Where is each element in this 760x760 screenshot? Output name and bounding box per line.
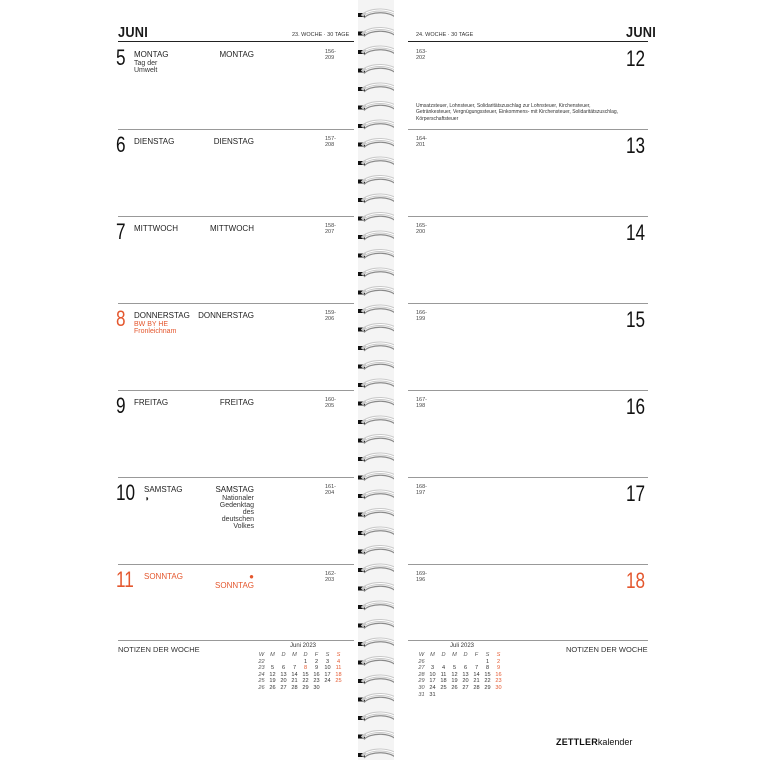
mini-calendar-day: 21 — [473, 678, 480, 685]
day-number: 13 — [626, 133, 646, 158]
mini-calendar-day: 1 — [485, 658, 490, 665]
mini-calendar-day: 1 — [303, 658, 308, 665]
day-note: BW BY HE Fronleichnam — [134, 321, 177, 335]
mini-calendar-header: S — [325, 652, 330, 658]
mini-calendar-day: 27 — [462, 684, 469, 691]
mini-calendar-header: S — [485, 652, 490, 658]
mini-calendar-day — [471, 692, 482, 699]
mini-calendar-week: 26 — [258, 684, 265, 691]
day-number: 10 — [116, 480, 136, 505]
day-note: Tag der Umwelt — [134, 60, 158, 74]
mini-calendar-day: 27 — [280, 684, 287, 691]
mini-calendar-day — [289, 659, 300, 666]
notes-label-right: NOTIZEN DER WOCHE — [566, 645, 648, 654]
mini-calendar-header: D — [441, 652, 446, 658]
mini-calendar-day: 7 — [292, 665, 297, 672]
mini-calendar-day — [438, 659, 449, 666]
day-divider — [118, 564, 354, 565]
day-divider — [408, 129, 648, 130]
week-info-left: 23. WOCHE · 30 TAGE — [292, 32, 350, 38]
mini-calendar-week: 30 — [418, 684, 425, 691]
mini-calendar-day — [493, 692, 504, 699]
mini-calendar-day: 26 — [451, 684, 458, 691]
day-name: FREITAG — [219, 398, 254, 407]
day-divider — [118, 303, 354, 304]
mini-calendar-june — [256, 643, 351, 695]
mini-calendar-title: Juli 2023 — [450, 643, 475, 649]
day-count: 162-203 — [325, 571, 337, 583]
day-divider — [118, 129, 354, 130]
day-name: SAMSTAG — [215, 485, 254, 494]
day-number: 15 — [626, 307, 646, 332]
mini-calendar-header: F — [314, 652, 319, 658]
day-number: 11 — [116, 567, 134, 592]
day-count: 164-201 — [416, 136, 428, 148]
day-divider — [408, 640, 648, 641]
mini-calendar-day — [482, 692, 493, 699]
brand-logo-text: kalender — [597, 737, 633, 747]
day-name: MONTAG — [219, 50, 254, 59]
day-divider — [118, 640, 354, 641]
mini-calendar-header: M — [452, 652, 457, 658]
mini-calendar-day — [449, 692, 460, 699]
week-info-right: 24. WOCHE · 30 TAGE — [416, 32, 474, 38]
mini-calendar-day: 11 — [335, 665, 342, 672]
mini-calendar-header: M — [430, 652, 435, 658]
day-count: 168-197 — [416, 484, 428, 496]
mini-calendar-week: 26 — [418, 658, 425, 665]
mini-calendar-day: 3 — [430, 665, 435, 672]
day-number: 8 — [116, 306, 126, 331]
mini-calendar-day: 14 — [291, 671, 298, 678]
mini-calendar-header: D — [303, 652, 308, 658]
mini-calendar-day: 10 — [324, 665, 331, 672]
mini-calendar-day — [267, 659, 278, 666]
mini-calendar-day — [460, 692, 471, 699]
day-count: 160-205 — [325, 397, 337, 409]
day-number: 9 — [116, 393, 126, 418]
day-divider — [408, 303, 648, 304]
mini-calendar-day: 24 — [324, 678, 331, 685]
day-name: DIENSTAG — [213, 137, 254, 146]
day-name: DONNERSTAG — [134, 311, 190, 320]
mini-calendar-header: D — [463, 652, 468, 658]
mini-calendar-week: 28 — [418, 671, 425, 678]
month-title-left: JUNI — [118, 24, 149, 41]
day-divider — [118, 477, 354, 478]
mini-calendar-header: S — [496, 652, 501, 658]
mini-calendar-week: 22 — [258, 658, 265, 665]
mini-calendar-july — [416, 643, 511, 701]
mini-calendar-day: 4 — [336, 658, 341, 665]
brand-logo — [556, 737, 632, 747]
mini-calendar-day: 6 — [463, 665, 468, 672]
mini-calendar-day — [460, 659, 471, 666]
mini-calendar-day: 12 — [451, 671, 458, 678]
day-count: 161-204 — [325, 484, 337, 496]
mini-calendar-day: 17 — [429, 678, 436, 685]
mini-calendar-day: 18 — [440, 678, 447, 685]
day-name: MONTAG — [134, 50, 169, 59]
day-name: MITTWOCH — [134, 224, 178, 233]
day-count: 163-202 — [416, 49, 428, 61]
day-name: SONNTAG — [144, 572, 183, 581]
brand-logo-bold: ZETTLER — [556, 737, 598, 747]
mini-calendar-day: 9 — [496, 665, 501, 672]
mini-calendar-day — [278, 659, 289, 666]
day-divider — [408, 564, 648, 565]
left-page — [0, 0, 372, 760]
mini-calendar-day: 15 — [302, 671, 309, 678]
mini-calendar-day: 6 — [281, 665, 286, 672]
mini-calendar-day: 5 — [452, 665, 457, 672]
day-divider — [118, 216, 354, 217]
day-count: 159-206 — [325, 310, 337, 322]
mini-calendar-day: 18 — [335, 671, 342, 678]
mini-calendar-week: 24 — [258, 671, 265, 678]
mini-calendar-header: M — [270, 652, 275, 658]
mini-calendar-day: 22 — [484, 678, 491, 685]
mini-calendar-grid — [416, 652, 504, 698]
mini-calendar-day: 3 — [325, 658, 330, 665]
mini-calendar-day: 26 — [269, 684, 276, 691]
mini-calendar-day: 4 — [441, 665, 446, 672]
mini-calendar-grid — [256, 652, 344, 692]
mini-calendar-header: W — [258, 652, 265, 658]
day-count: 157-208 — [325, 136, 337, 148]
mini-calendar-day: 14 — [473, 671, 480, 678]
mini-calendar-day: 30 — [313, 684, 320, 691]
mini-calendar-day: 2 — [496, 658, 501, 665]
day-divider — [408, 390, 648, 391]
mini-calendar-day: 19 — [451, 678, 458, 685]
header-rule-left — [118, 41, 354, 42]
day-count: 165-200 — [416, 223, 428, 235]
mini-calendar-week: 23 — [258, 665, 265, 672]
day-name: DONNERSTAG — [198, 311, 254, 320]
day-count: 166-199 — [416, 310, 428, 322]
mini-calendar-day: 8 — [485, 665, 490, 672]
mini-calendar-day: 29 — [302, 684, 309, 691]
mini-calendar-title: Juni 2023 — [290, 643, 317, 649]
day-count: 167-198 — [416, 397, 428, 409]
tax-note: Umsatzsteuer, Lohnsteuer, Solidaritätszuschlag zur Lohnsteuer, Kirchensteuer, Getränkesteuer, Vergnügungssteuer, Einkommens- mit Kirchensteuer, Solidaritätszuschlag, Körperschaftsteuer — [416, 103, 619, 122]
notes-label-left: NOTIZEN DER WOCHE — [118, 645, 200, 654]
mini-calendar-day: 23 — [313, 678, 320, 685]
mini-calendar-week: 29 — [418, 678, 425, 685]
mini-calendar-day: 25 — [440, 684, 447, 691]
day-name: ● SONNTAG — [215, 572, 254, 590]
mini-calendar-day: 13 — [462, 671, 469, 678]
mini-calendar-day — [438, 692, 449, 699]
mini-calendar-day: 29 — [484, 684, 491, 691]
day-count: 158-207 — [325, 223, 337, 235]
mini-calendar-day: 23 — [495, 678, 502, 685]
day-number: 17 — [626, 481, 646, 506]
day-divider — [408, 216, 648, 217]
mini-calendar-day: 20 — [462, 678, 469, 685]
mini-calendar-day: 11 — [440, 671, 447, 678]
mini-calendar-day: 22 — [302, 678, 309, 685]
mini-calendar-day — [322, 685, 333, 692]
mini-calendar-day: 8 — [303, 665, 308, 672]
day-number: 14 — [626, 220, 646, 245]
day-number: 6 — [116, 132, 126, 157]
mini-calendar-day: 28 — [473, 684, 480, 691]
mini-calendar-day: 10 — [429, 671, 436, 678]
day-name: DIENSTAG — [134, 137, 175, 146]
day-note: Nationaler Gedenktag des deutschen Volkes — [219, 495, 254, 530]
mini-calendar-day: 20 — [280, 678, 287, 685]
mini-calendar-header: M — [292, 652, 297, 658]
mini-calendar-day: 16 — [495, 671, 502, 678]
mini-calendar-header: F — [474, 652, 479, 658]
mini-calendar-day: 28 — [291, 684, 298, 691]
mini-calendar-day: 16 — [313, 671, 320, 678]
mini-calendar-day — [471, 659, 482, 666]
day-count: 169-196 — [416, 571, 428, 583]
day-name: SAMSTAG ◑ — [144, 485, 183, 503]
day-number: 5 — [116, 45, 126, 70]
mini-calendar-day — [449, 659, 460, 666]
day-number: 18 — [626, 568, 646, 593]
mini-calendar-day: 2 — [314, 658, 319, 665]
day-divider — [118, 390, 354, 391]
day-name: MITTWOCH — [210, 224, 254, 233]
mini-calendar-week: 25 — [258, 678, 265, 685]
mini-calendar-header: S — [336, 652, 341, 658]
day-number: 16 — [626, 394, 646, 419]
day-number: 7 — [116, 219, 126, 244]
mini-calendar-day: 7 — [474, 665, 479, 672]
mini-calendar-day — [333, 685, 344, 692]
mini-calendar-day: 31 — [429, 691, 436, 698]
mini-calendar-day: 17 — [324, 671, 331, 678]
day-count: 156-209 — [325, 49, 337, 61]
mini-calendar-day: 13 — [280, 671, 287, 678]
mini-calendar-day: 5 — [270, 665, 275, 672]
mini-calendar-day — [427, 659, 438, 666]
mini-calendar-day: 15 — [484, 671, 491, 678]
mini-calendar-day: 12 — [269, 671, 276, 678]
mini-calendar-header: D — [281, 652, 286, 658]
day-divider — [408, 477, 648, 478]
mini-calendar-day: 19 — [269, 678, 276, 685]
header-rule-right — [408, 41, 648, 42]
mini-calendar-day: 25 — [335, 678, 342, 685]
day-name: FREITAG — [134, 398, 169, 407]
mini-calendar-day: 24 — [429, 684, 436, 691]
mini-calendar-day: 30 — [495, 684, 502, 691]
month-title-right: JUNI — [626, 24, 657, 41]
mini-calendar-header: W — [418, 652, 425, 658]
mini-calendar-day: 9 — [314, 665, 319, 672]
day-number: 12 — [626, 46, 646, 71]
mini-calendar-week: 27 — [418, 665, 425, 672]
mini-calendar-day: 21 — [291, 678, 298, 685]
mini-calendar-week: 31 — [418, 691, 425, 698]
